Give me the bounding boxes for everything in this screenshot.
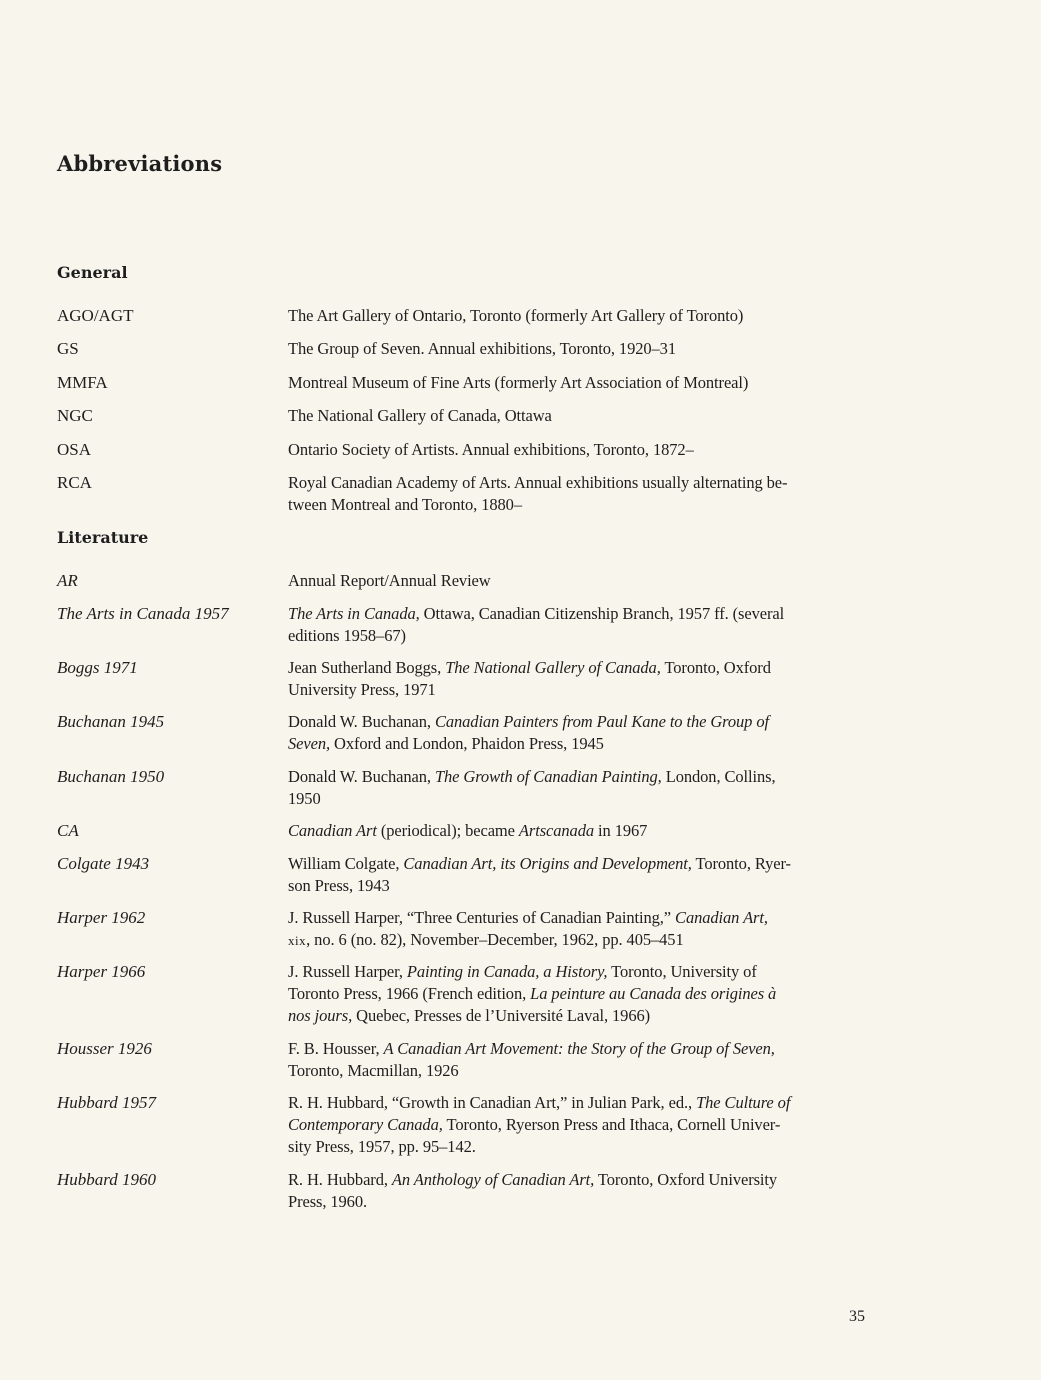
abbreviation-definition: Montreal Museum of Fine Arts (formerly Art Association of Montreal) (288, 373, 749, 392)
literature-term: Buchanan 1950 (57, 767, 165, 786)
abbreviation-term: MMFA (57, 373, 108, 392)
literature-term: The Arts in Canada 1957 (57, 604, 229, 623)
abbreviation-term: RCA (57, 473, 92, 492)
page-title: Abbreviations (57, 151, 223, 176)
literature-term: Colgate 1943 (57, 854, 150, 873)
abbreviation-definition: The National Gallery of Canada, Ottawa (288, 406, 552, 425)
literature-term: Hubbard 1957 (57, 1093, 157, 1112)
section-heading-literature: Literature (57, 528, 149, 547)
section-heading-general: General (57, 263, 128, 282)
literature-definition: William Colgate, Canadian Art, its Origins and Development, Toronto, Ryer- son Press, 1943 (288, 854, 791, 895)
literature-definition: Canadian Art (periodical); became Artscanada in 1967 (288, 821, 648, 840)
abbreviation-term: OSA (57, 440, 92, 459)
literature-term: Housser 1926 (57, 1039, 152, 1058)
literature-term: Harper 1962 (57, 908, 146, 927)
abbreviation-definition: Royal Canadian Academy of Arts. Annual exhibitions usually alternating be- tween Montreal and Toronto, 1880– (288, 473, 788, 514)
literature-definition: R. H. Hubbard, An Anthology of Canadian Art, Toronto, Oxford University Press, 1960. (288, 1170, 778, 1211)
literature-term: Hubbard 1960 (57, 1170, 157, 1189)
abbreviation-term: AGO/AGT (57, 306, 134, 325)
literature-definition: F. B. Housser, A Canadian Art Movement: the Story of the Group of Seven, Toronto, Macmillan, 1926 (288, 1039, 775, 1080)
literature-definition: R. H. Hubbard, “Growth in Canadian Art,” in Julian Park, ed., The Culture of Contemporary Canada, Toronto, Ryerson Press and Ithaca, Cornell Univer- sity Press, 1957, pp. 95–142. (288, 1093, 791, 1156)
literature-term: CA (57, 821, 79, 840)
abbreviation-definition: The Group of Seven. Annual exhibitions, Toronto, 1920–31 (288, 339, 676, 358)
literature-definition: J. Russell Harper, Painting in Canada, a History, Toronto, University of Toronto Press, 1966 (French edition, La peinture au Canada des origines à nos jours, Quebec, Presses de l’Université Laval, 1966) (288, 962, 777, 1025)
literature-definition: The Arts in Canada, Ottawa, Canadian Citizenship Branch, 1957 ff. (several editions 1958–67) (288, 604, 785, 645)
abbreviation-definition: Ontario Society of Artists. Annual exhibitions, Toronto, 1872– (288, 440, 694, 459)
literature-term: Harper 1966 (57, 962, 146, 981)
abbreviation-term: NGC (57, 406, 93, 425)
literature-definition: Jean Sutherland Boggs, The National Gallery of Canada, Toronto, Oxford University Press, 1971 (288, 658, 771, 699)
literature-term: Buchanan 1945 (57, 712, 165, 731)
literature-definition: Donald W. Buchanan, Canadian Painters from Paul Kane to the Group of Seven, Oxford and London, Phaidon Press, 1945 (288, 712, 769, 753)
abbreviation-term: GS (57, 339, 79, 358)
literature-term: AR (57, 571, 78, 590)
literature-definition: Donald W. Buchanan, The Growth of Canadian Painting, London, Collins, 1950 (288, 767, 776, 808)
literature-term: Boggs 1971 (57, 658, 138, 677)
abbreviation-definition: The Art Gallery of Ontario, Toronto (formerly Art Gallery of Toronto) (288, 306, 744, 325)
page-number: 35 (849, 1308, 865, 1325)
literature-definition: Annual Report/Annual Review (288, 571, 491, 590)
literature-definition: J. Russell Harper, “Three Centuries of Canadian Painting,” Canadian Art, xix, no. 6 (no. 82), November–December, 1962, pp. 405–451 (288, 908, 768, 949)
